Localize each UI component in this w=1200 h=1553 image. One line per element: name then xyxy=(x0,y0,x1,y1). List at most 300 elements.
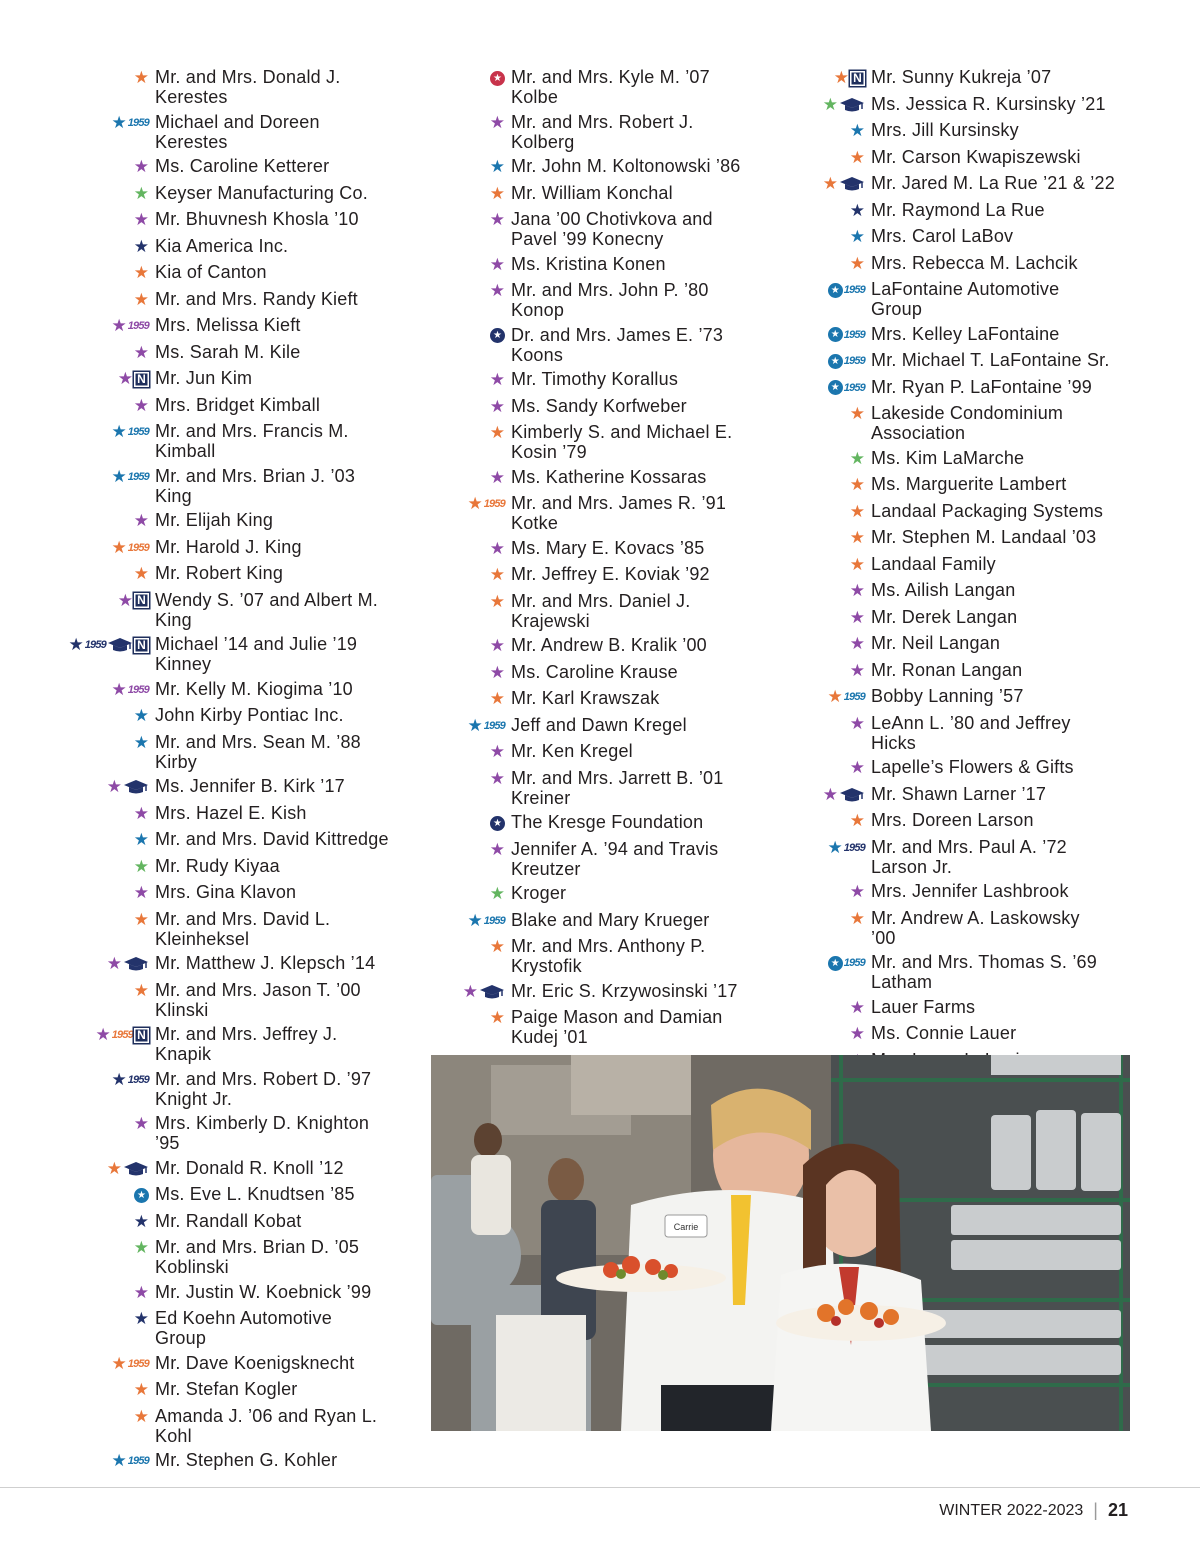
donor-markers xyxy=(805,279,871,301)
blue-star-icon: ★ xyxy=(133,830,149,849)
donor-name: Mr. Robert King xyxy=(155,563,284,583)
donor-name: Mr. and Mrs. Anthony P. Krystofik xyxy=(511,936,706,976)
purple-star-icon: ★ xyxy=(849,634,865,653)
donor-entry xyxy=(445,67,785,107)
donor-markers xyxy=(60,236,155,258)
donor-name: Mrs. Kimberly D. Knighton ’95 xyxy=(155,1113,370,1153)
purple-star-icon: ★ xyxy=(489,396,505,416)
orange-star-icon: ★ xyxy=(849,475,865,494)
donor-name: Mr. Bhuvnesh Khosla ’10 xyxy=(155,209,359,229)
orange-star-icon: ★ xyxy=(849,554,865,574)
donor-markers xyxy=(805,474,871,496)
orange-star-icon: ★ xyxy=(849,528,865,547)
donor-markers xyxy=(60,563,155,585)
n-block-logo-icon: N xyxy=(134,372,149,387)
donor-markers xyxy=(60,829,155,851)
donor-markers xyxy=(445,538,511,560)
donor-name: Mrs. Bridget Kimball xyxy=(155,394,321,415)
donor-entry xyxy=(805,607,1145,629)
donor-name: Ms. Eve L. Knudtsen ’85 xyxy=(155,1184,355,1204)
donor-entry xyxy=(60,1353,420,1375)
donor-name: Ms. Marguerite Lambert xyxy=(871,474,1067,494)
donor-name: Mr. and Mrs. Jarrett B. ’01 Kreiner xyxy=(511,767,724,808)
donor-name: Michael ’14 and Julie ’19 Kinney xyxy=(155,634,358,674)
donor-entry xyxy=(60,510,420,532)
donor-entry xyxy=(60,732,420,772)
donor-name: Mr. Ryan P. LaFontaine ’99 xyxy=(871,376,1092,397)
donor-markers xyxy=(445,936,511,958)
orange-star-icon: ★ xyxy=(133,909,149,929)
donor-entry xyxy=(60,829,420,851)
donor-name: Mr. Jeffrey E. Koviak ’92 xyxy=(511,564,710,584)
graduation-cap-icon xyxy=(839,97,865,113)
class-of-1959-badge-icon: 1959 xyxy=(843,284,865,296)
donor-entry xyxy=(805,448,1145,470)
donor-markers xyxy=(60,67,155,89)
donor-name: Mrs. Hazel E. Kish xyxy=(155,802,307,823)
donor-name: The Kresge Foundation xyxy=(511,812,704,832)
donor-markers xyxy=(805,554,871,576)
donor-name: Mr. Stefan Kogler xyxy=(155,1379,298,1399)
green-star-icon: ★ xyxy=(133,856,149,876)
donor-markers xyxy=(445,591,511,613)
purple-star-icon: ★ xyxy=(489,254,505,274)
donor-name: Ms. Mary E. Kovacs ’85 xyxy=(511,537,705,558)
donor-name: Mr. Jared M. La Rue ’21 & ’22 xyxy=(871,173,1115,193)
navy-star-icon: ★ xyxy=(111,1069,127,1089)
issue-label: WINTER 2022-2023 xyxy=(939,1501,1084,1519)
donor-entry xyxy=(805,120,1145,142)
donor-entry xyxy=(805,200,1145,222)
donor-markers xyxy=(445,325,511,347)
blue-star-icon: ★ xyxy=(467,910,483,930)
class-of-1959-badge-icon: 1959 xyxy=(483,719,505,732)
donor-markers xyxy=(60,1211,155,1233)
donor-name: Mr. Stephen M. Landaal ’03 xyxy=(871,527,1097,547)
donor-entry xyxy=(60,980,420,1020)
donor-name: Michael and Doreen Kerestes xyxy=(155,111,320,152)
donor-name: Ms. Ailish Langan xyxy=(871,580,1016,600)
class-of-1959-badge-icon: 1959 xyxy=(127,1073,149,1086)
n-block-logo-icon: N xyxy=(134,638,149,653)
donor-markers xyxy=(805,350,871,372)
donor-markers xyxy=(805,580,871,602)
purple-star-icon: ★ xyxy=(489,538,505,558)
purple-star-icon: ★ xyxy=(489,370,505,389)
donor-column-1 xyxy=(60,67,420,1477)
class-of-1959-badge-icon: 1959 xyxy=(127,320,149,332)
class-of-1959-badge-icon: 1959 xyxy=(483,914,505,927)
donor-name: Mr. and Mrs. Jeffrey J. Knapik xyxy=(155,1024,338,1064)
donor-entry xyxy=(445,981,785,1003)
green-star-icon: ★ xyxy=(133,1238,149,1257)
donor-name: Mr. and Mrs. David Kittredge xyxy=(155,829,389,849)
donor-entry xyxy=(805,147,1145,169)
graduation-cap-icon xyxy=(123,1161,149,1177)
donor-entry xyxy=(60,1406,420,1446)
blue-star-icon: ★ xyxy=(133,732,149,752)
graduation-cap-icon xyxy=(839,176,865,192)
donor-entry xyxy=(805,554,1145,576)
donor-entry xyxy=(60,209,420,231)
donor-entry xyxy=(60,1069,420,1109)
purple-star-icon: ★ xyxy=(489,281,505,300)
donor-markers xyxy=(805,784,871,806)
navy-star-icon: ★ xyxy=(133,1309,149,1328)
donor-markers xyxy=(805,324,871,346)
footer-rule xyxy=(0,1487,1200,1488)
donor-name: Mr. Dave Koenigsknecht xyxy=(155,1352,355,1373)
orange-star-icon: ★ xyxy=(111,537,127,557)
donor-name: Mrs. Kelley LaFontaine xyxy=(871,323,1060,344)
blue-star-icon: ★ xyxy=(849,227,865,246)
donor-name: Mr. Raymond La Rue xyxy=(871,199,1045,220)
orange-star-icon: ★ xyxy=(133,564,149,583)
donor-name: Wendy S. ’07 and Albert M. King xyxy=(155,589,378,630)
donor-name: Mrs. Carol LaBov xyxy=(871,226,1014,246)
green-star-icon: ★ xyxy=(822,94,838,114)
orange-star-icon: ★ xyxy=(849,908,865,928)
class-of-1959-badge-icon: 1959 xyxy=(111,1029,133,1041)
name-badge: Carrie xyxy=(673,1222,699,1232)
class-of-1959-badge-icon: 1959 xyxy=(127,683,149,696)
class-of-1959-badge-icon: 1959 xyxy=(127,1357,149,1370)
donor-column-3 xyxy=(805,67,1145,1076)
donor-entry xyxy=(445,422,785,462)
donor-markers xyxy=(60,980,155,1002)
donor-markers xyxy=(60,1237,155,1259)
donor-name: Mr. and Mrs. Thomas S. ’69 Latham xyxy=(871,952,1097,992)
donor-markers xyxy=(445,715,511,737)
class-of-1959-badge-icon: 1959 xyxy=(843,328,865,341)
donor-entry xyxy=(445,936,785,976)
class-of-1959-badge-icon: 1959 xyxy=(127,116,149,129)
donor-markers xyxy=(445,209,511,231)
donor-name: Mr. Andrew B. Kralik ’00 xyxy=(511,635,707,655)
donor-markers xyxy=(805,837,871,859)
donor-entry xyxy=(805,837,1145,877)
donor-markers xyxy=(805,633,871,655)
donor-entry xyxy=(60,156,420,178)
donor-entry xyxy=(60,368,420,390)
orange-star-icon: ★ xyxy=(489,937,505,956)
footer-separator: | xyxy=(1093,1500,1098,1520)
donor-markers xyxy=(805,686,871,708)
donor-entry xyxy=(445,156,785,178)
donor-markers xyxy=(60,537,155,559)
donor-markers xyxy=(805,997,871,1019)
donor-name: Mr. and Mrs. Brian J. ’03 King xyxy=(155,465,356,506)
donor-name: Mr. Michael T. LaFontaine Sr. xyxy=(871,350,1110,370)
donor-name: Kimberly S. and Michael E. Kosin ’79 xyxy=(511,422,733,462)
donor-markers xyxy=(60,262,155,284)
donor-entry xyxy=(445,538,785,560)
blue-star-icon: ★ xyxy=(111,112,127,132)
orange-star-icon: ★ xyxy=(489,689,505,708)
class-of-1959-badge-icon: 1959 xyxy=(843,957,865,969)
blue-circle-star-icon: ★ xyxy=(828,283,843,298)
blue-star-icon: ★ xyxy=(111,422,127,441)
donor-markers xyxy=(60,183,155,205)
donor-name: LeAnn L. ’80 and Jeffrey Hicks xyxy=(871,712,1071,753)
donor-entry xyxy=(805,226,1145,248)
donor-markers xyxy=(60,634,155,656)
donor-entry xyxy=(445,741,785,763)
purple-star-icon: ★ xyxy=(106,954,122,973)
donor-markers xyxy=(445,768,511,790)
donor-markers xyxy=(60,368,155,390)
purple-star-icon: ★ xyxy=(849,1024,865,1043)
orange-star-icon: ★ xyxy=(489,183,505,203)
donor-markers xyxy=(445,564,511,586)
graduation-cap-icon xyxy=(123,956,149,972)
donor-entry xyxy=(60,1024,420,1064)
purple-star-icon: ★ xyxy=(111,679,127,699)
donor-markers xyxy=(60,1353,155,1375)
donor-markers xyxy=(60,1069,155,1091)
purple-star-icon: ★ xyxy=(849,581,865,600)
donor-entry xyxy=(60,1379,420,1401)
purple-star-icon: ★ xyxy=(95,1025,111,1044)
class-of-1959-badge-icon: 1959 xyxy=(127,426,149,438)
donor-markers xyxy=(445,493,511,515)
donor-name: Mr. and Mrs. Brian D. ’05 Koblinski xyxy=(155,1237,360,1277)
donor-name: Mr. and Mrs. James R. ’91 Kotke xyxy=(511,493,727,533)
blue-circle-star-icon: ★ xyxy=(828,380,843,395)
donor-entry xyxy=(60,466,420,506)
donor-markers xyxy=(60,315,155,337)
donor-markers xyxy=(445,254,511,276)
class-of-1959-badge-icon: 1959 xyxy=(127,470,149,483)
donor-entry xyxy=(805,350,1145,372)
donor-name: Mr. Stephen G. Kohler xyxy=(155,1450,338,1470)
graduation-cap-icon xyxy=(107,637,133,653)
donor-markers xyxy=(445,981,511,1003)
donor-entry xyxy=(445,254,785,276)
donor-markers xyxy=(60,289,155,311)
blue-circle-star-icon: ★ xyxy=(134,1188,149,1203)
donor-entry xyxy=(445,183,785,205)
orange-star-icon: ★ xyxy=(133,980,149,1000)
blue-circle-star-icon: ★ xyxy=(828,327,843,342)
orange-star-icon: ★ xyxy=(822,174,838,193)
donor-markers xyxy=(805,881,871,903)
donor-name: Mr. Kelly M. Kiogima ’10 xyxy=(155,678,353,699)
purple-star-icon: ★ xyxy=(133,1114,149,1133)
donor-name: Mr. and Mrs. John P. ’80 Konop xyxy=(511,280,709,320)
donor-entry xyxy=(60,262,420,284)
donor-name: Ms. Kristina Konen xyxy=(511,253,666,274)
donor-entry xyxy=(805,713,1145,753)
donor-markers xyxy=(60,909,155,931)
blue-circle-star-icon: ★ xyxy=(828,354,843,369)
donor-entry xyxy=(60,289,420,311)
donor-markers xyxy=(445,1007,511,1029)
donor-name: Mr. Randall Kobat xyxy=(155,1210,302,1231)
donor-entry xyxy=(60,421,420,461)
donor-name: Paige Mason and Damian Kudej ’01 xyxy=(511,1007,723,1047)
donor-markers xyxy=(805,120,871,142)
donor-entry xyxy=(445,369,785,391)
donor-name: Ms. Caroline Ketterer xyxy=(155,156,330,176)
donor-entry xyxy=(60,67,420,107)
donor-entry xyxy=(805,881,1145,903)
blue-circle-star-icon: ★ xyxy=(828,956,843,971)
donor-markers xyxy=(60,1406,155,1428)
donor-markers xyxy=(805,173,871,195)
donor-name: Mr. Andrew A. Laskowsky ’00 xyxy=(871,907,1080,948)
donor-entry xyxy=(60,776,420,798)
purple-star-icon: ★ xyxy=(849,607,865,627)
purple-star-icon: ★ xyxy=(133,342,149,362)
n-block-logo-icon: N xyxy=(134,1028,149,1043)
donor-entry xyxy=(60,803,420,825)
donor-entry xyxy=(445,493,785,533)
orange-star-icon: ★ xyxy=(133,68,149,87)
donor-entry xyxy=(445,910,785,932)
donor-entry xyxy=(805,279,1145,319)
donor-name: Mr. and Mrs. Robert J. Kolberg xyxy=(511,111,694,152)
donor-entry xyxy=(60,1184,420,1206)
donor-entry xyxy=(60,634,420,674)
donor-entry xyxy=(805,1023,1145,1045)
donor-markers xyxy=(805,94,871,116)
donor-markers xyxy=(445,688,511,710)
donor-name: Mrs. Jill Kursinsky xyxy=(871,120,1019,140)
donor-entry xyxy=(445,209,785,249)
donor-entry xyxy=(445,812,785,834)
donor-name: Ms. Kim LaMarche xyxy=(871,447,1025,468)
donor-name: Mr. John M. Koltonowski ’86 xyxy=(511,156,741,176)
donor-name: Ed Koehn Automotive Group xyxy=(155,1308,332,1348)
donor-entry xyxy=(60,1450,420,1472)
donor-markers xyxy=(445,812,511,834)
orange-star-icon: ★ xyxy=(833,68,849,87)
donor-markers xyxy=(805,713,871,735)
donor-name: Mr. Sunny Kukreja ’07 xyxy=(871,67,1052,87)
donor-markers xyxy=(60,510,155,532)
kitchen-photo xyxy=(431,1055,1130,1431)
donor-name: Ms. Jessica R. Kursinsky ’21 xyxy=(871,93,1106,114)
donor-entry xyxy=(445,883,785,905)
orange-star-icon: ★ xyxy=(849,253,865,273)
donor-markers xyxy=(445,910,511,932)
donor-entry xyxy=(60,1308,420,1348)
orange-star-icon: ★ xyxy=(489,565,505,584)
donor-markers xyxy=(445,396,511,418)
navy-circle-star-icon: ★ xyxy=(490,328,505,343)
donor-entry xyxy=(60,395,420,417)
donor-name: Kia of Canton xyxy=(155,262,267,282)
blue-star-icon: ★ xyxy=(489,157,505,176)
donor-markers xyxy=(60,1184,155,1206)
donor-markers xyxy=(60,421,155,443)
orange-star-icon: ★ xyxy=(489,591,505,611)
donor-entry xyxy=(445,768,785,808)
navy-star-icon: ★ xyxy=(849,200,865,220)
donor-markers xyxy=(60,466,155,488)
donor-name: Mr. and Mrs. Francis M. Kimball xyxy=(155,421,349,461)
donor-name: Bobby Lanning ’57 xyxy=(871,686,1024,706)
donor-name: Mr. and Mrs. Kyle M. ’07 Kolbe xyxy=(511,67,710,107)
donor-markers xyxy=(445,467,511,489)
donor-entry xyxy=(805,908,1145,948)
donor-name: Mrs. Rebecca M. Lachcik xyxy=(871,252,1078,273)
donor-name: Mrs. Gina Klavon xyxy=(155,882,297,902)
donor-markers xyxy=(805,226,871,248)
donor-entry xyxy=(60,679,420,701)
orange-star-icon: ★ xyxy=(849,404,865,423)
orange-star-icon: ★ xyxy=(133,1380,149,1399)
donor-markers xyxy=(805,200,871,222)
donor-markers xyxy=(445,741,511,763)
donor-name: Mr. and Mrs. Donald J. Kerestes xyxy=(155,67,341,107)
donor-markers xyxy=(805,501,871,523)
donor-markers xyxy=(60,803,155,825)
donor-name: Jennifer A. ’94 and Travis Kreutzer xyxy=(511,838,719,879)
orange-star-icon: ★ xyxy=(111,1353,127,1373)
donor-markers xyxy=(60,1158,155,1180)
purple-star-icon: ★ xyxy=(822,784,838,804)
page-footer xyxy=(939,1500,1128,1521)
donor-entry xyxy=(60,590,420,630)
donor-entry xyxy=(805,633,1145,655)
donor-entry xyxy=(60,705,420,727)
donor-entry xyxy=(60,856,420,878)
donor-entry xyxy=(60,236,420,258)
orange-star-icon: ★ xyxy=(467,494,483,513)
green-star-icon: ★ xyxy=(133,183,149,203)
donor-name: Mr. Justin W. Koebnick ’99 xyxy=(155,1281,372,1302)
purple-star-icon: ★ xyxy=(133,210,149,229)
donor-markers xyxy=(60,1282,155,1304)
donor-markers xyxy=(445,422,511,444)
donor-entry xyxy=(445,635,785,657)
navy-star-icon: ★ xyxy=(68,635,84,654)
class-of-1959-badge-icon: 1959 xyxy=(843,355,865,367)
donor-column-2 xyxy=(445,67,785,1052)
donor-entry xyxy=(805,173,1145,195)
donor-entry xyxy=(805,997,1145,1019)
class-of-1959-badge-icon: 1959 xyxy=(127,541,149,554)
donor-entry xyxy=(60,909,420,949)
donor-markers xyxy=(60,882,155,904)
donor-name: Mr. Carson Kwapiszewski xyxy=(871,146,1081,167)
donor-entry xyxy=(60,1282,420,1304)
donor-markers xyxy=(445,883,511,905)
donor-entry xyxy=(445,662,785,684)
blue-star-icon: ★ xyxy=(111,466,127,486)
donor-markers xyxy=(445,112,511,134)
donor-entry xyxy=(60,315,420,337)
orange-star-icon: ★ xyxy=(489,1008,505,1027)
class-of-1959-badge-icon: 1959 xyxy=(127,1455,149,1467)
donor-entry xyxy=(805,952,1145,992)
donor-entry xyxy=(805,67,1145,89)
orange-star-icon: ★ xyxy=(849,147,865,167)
donor-name: Ms. Sandy Korfweber xyxy=(511,395,687,416)
donor-markers xyxy=(805,810,871,832)
donor-name: Mr. Eric S. Krzywosinski ’17 xyxy=(511,980,738,1001)
donor-entry xyxy=(445,1007,785,1047)
donor-markers xyxy=(60,953,155,975)
blue-star-icon: ★ xyxy=(849,121,865,140)
donor-name: Ms. Connie Lauer xyxy=(871,1023,1017,1043)
donor-markers xyxy=(805,377,871,399)
donor-name: Mr. Ronan Langan xyxy=(871,659,1023,680)
blue-star-icon: ★ xyxy=(467,715,483,735)
donor-markers xyxy=(445,156,511,178)
